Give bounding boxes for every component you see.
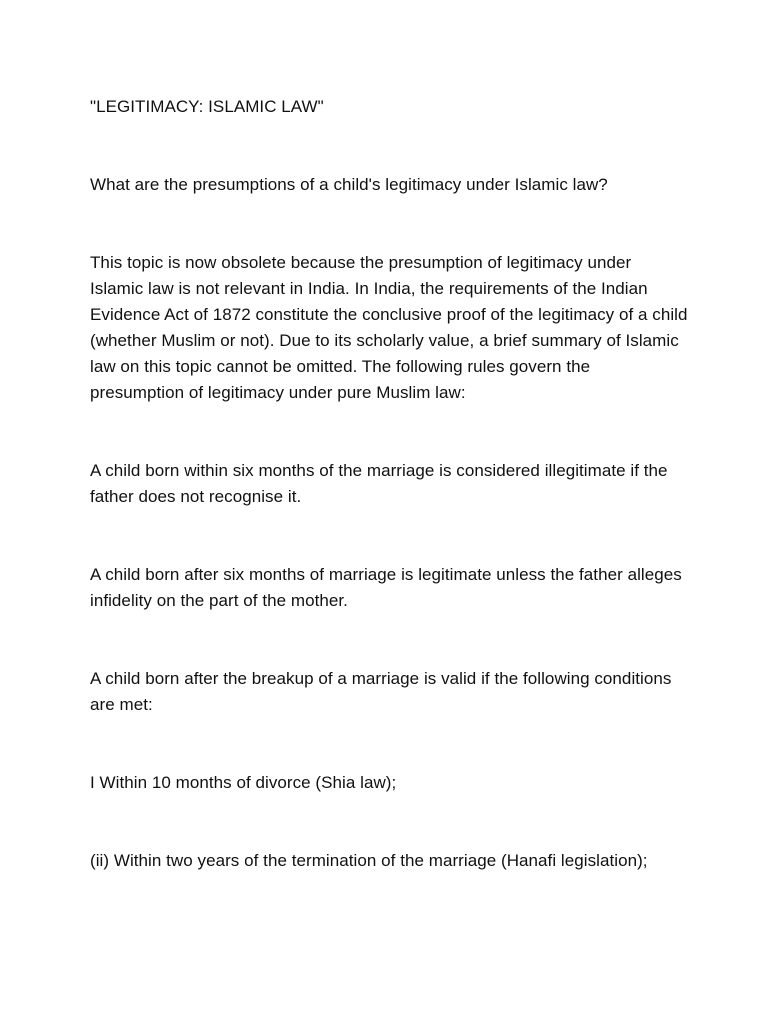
condition-paragraph-2: (ii) Within two years of the termination of the marriage (Hanafi legislation); [90, 851, 648, 870]
rule-paragraph-2: A child born after six months of marriage is legitimate unless the father alleges infidelity on the part of the mother. [90, 565, 682, 610]
condition-paragraph-1: I Within 10 months of divorce (Shia law); [90, 773, 397, 792]
question-paragraph: What are the presumptions of a child's legitimacy under Islamic law? [90, 175, 608, 194]
document-title: "LEGITIMACY: ISLAMIC LAW" [90, 97, 324, 116]
rule-paragraph-1: A child born within six months of the marriage is considered illegitimate if the father does not recognise it. [90, 461, 668, 506]
rule-paragraph-3: A child born after the breakup of a marriage is valid if the following conditions are met: [90, 669, 672, 714]
intro-paragraph: This topic is now obsolete because the presumption of legitimacy under Islamic law is not relevant in India. In India, the requirements of the Indian Evidence Act of 1872 constitute the conclusive proof of the legitimacy of a child (whether Muslim or not). Due to its scholarly value, a brief summary of Islamic law on this topic cannot be omitted. The following rules govern the presumption of legitimacy under pure Muslim law: [90, 253, 688, 402]
